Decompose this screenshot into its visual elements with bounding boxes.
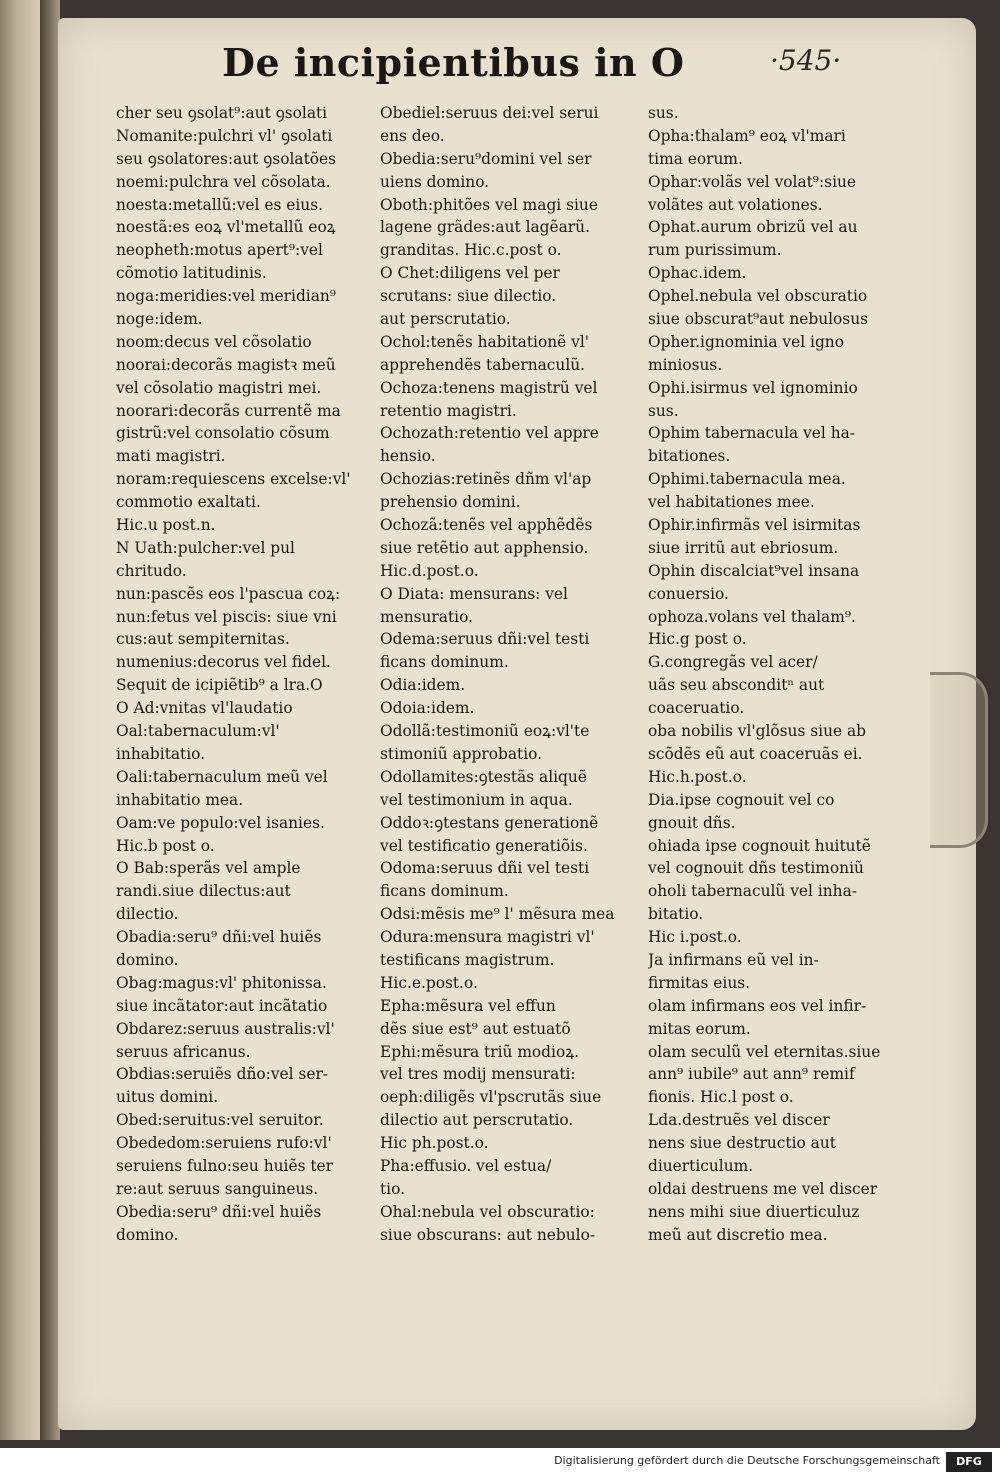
text-line: noorai:decorãs magistꝛ meũ <box>116 355 336 374</box>
text-line: seruiens fulno:seu huiẽs ter <box>116 1156 334 1175</box>
text-line: seu ꝯsolatores:aut ꝯsolatões <box>116 149 337 168</box>
text-line: O Bab:sperãs vel ample <box>116 859 301 878</box>
text-line: gistrũ:vel consolatio cõsum <box>116 424 330 443</box>
text-line: aut perscrutatio. <box>380 310 511 329</box>
text-line: Ohal:nebula vel obscuratio: <box>380 1202 595 1221</box>
text-line: Ophac.idem. <box>648 264 747 283</box>
text-line: neopheth:motus apert⁹:vel <box>116 241 323 260</box>
text-line: Ephi:mẽsura triũ modioꝝ. <box>380 1042 580 1061</box>
text-line: noemi:pulchra vel cõsolata. <box>116 172 331 191</box>
text-line: Odsi:mẽsis me⁹ l' mẽsura mea <box>380 905 615 924</box>
text-line: numenius:decorus vel fidel. <box>116 653 331 672</box>
text-line: Ophar:volãs vel volat⁹:siue <box>648 172 857 191</box>
text-line: Obag:magus:vl' phitonissa. <box>116 973 327 992</box>
text-line: firmitas eius. <box>648 973 751 992</box>
text-line: bitatio. <box>648 905 704 924</box>
text-line: re:aut seruus sanguineus. <box>116 1179 319 1198</box>
text-line: Ophi.isirmus vel ignominio <box>648 378 858 397</box>
text-line: scõdẽs eũ aut coaceruãs ei. <box>648 744 863 763</box>
text-line: meũ aut discretio mea. <box>648 1225 828 1244</box>
text-line: Ochozath:retentio vel appre <box>380 424 599 443</box>
text-line: Odoma:seruus dñi vel testi <box>380 859 590 878</box>
text-line: sus. <box>648 401 679 420</box>
text-line: Ophim tabernacula vel ha- <box>648 424 855 443</box>
text-line: Hic.u post.n. <box>116 516 216 535</box>
text-line: dẽs siue est⁹ aut estuatõ <box>380 1019 571 1038</box>
text-line: vel cõsolatio magistri mei. <box>116 378 322 397</box>
text-line: stimoniũ approbatio. <box>380 744 543 763</box>
text-column-2 <box>380 102 645 1247</box>
footer-credit: Digitalisierung gefördert durch die Deutsche Forschungsgemeinschaft <box>554 1454 940 1467</box>
text-line: vel habitationes mee. <box>648 493 815 512</box>
text-line: noesta:metallũ:vel es eius. <box>116 195 323 214</box>
text-line: Hic.g post o. <box>648 630 747 649</box>
text-line: inhabitatio mea. <box>116 790 244 809</box>
text-line: uitus domini. <box>116 1088 219 1107</box>
text-line: dilectio. <box>116 905 179 924</box>
text-line: Ochol:tenẽs habitationẽ vl' <box>380 332 589 351</box>
text-line: Obed:seruitus:vel seruitor. <box>116 1111 324 1130</box>
text-line: uiens domino. <box>380 172 490 191</box>
text-line: noorari:decorãs currentẽ ma <box>116 401 341 420</box>
text-line: Ochoza:tenens magistrũ vel <box>380 378 598 397</box>
text-line: oba nobilis vl'glõsus siue ab <box>648 722 867 741</box>
text-line: fionis. Hic.l post o. <box>648 1088 794 1107</box>
text-line: Oddoꝛ:ꝯtestans generationẽ <box>380 813 599 832</box>
text-line: dilectio aut perscrutatio. <box>380 1111 574 1130</box>
text-line: cõmotio latitudinis. <box>116 264 267 283</box>
text-line: Sequit de icipiẽtib⁹ a lra.O <box>116 676 323 695</box>
text-line: vel testificatio generatiõis. <box>380 836 588 855</box>
text-line: ens deo. <box>380 126 445 145</box>
text-line: diuerticulum. <box>648 1156 754 1175</box>
text-line: vel testimonium in aqua. <box>380 790 573 809</box>
text-line: ophoza.volans vel thalam⁹. <box>648 607 856 626</box>
text-line: siue incãtator:aut incãtatio <box>116 996 328 1015</box>
text-line: commotio exaltati. <box>116 493 261 512</box>
text-line: Odema:seruus dñi:vel testi <box>380 630 590 649</box>
text-line: Obadia:seru⁹ dñi:vel huiẽs <box>116 928 322 947</box>
text-line: gnouit dñs. <box>648 813 736 832</box>
text-line: G.congregãs vel acer/ <box>648 653 818 672</box>
text-line: olam seculũ vel eternitas.siue <box>648 1042 881 1061</box>
text-line: hensio. <box>380 447 436 466</box>
text-line: ficans dominum. <box>380 882 509 901</box>
text-line: vel tres modij mensurati: <box>380 1065 576 1084</box>
text-line: ohiada ipse cognouit huitutẽ <box>648 836 871 855</box>
text-line: uãs seu absconditⁿ aut <box>648 676 825 695</box>
dfg-logo: DFG <box>946 1452 992 1472</box>
text-line: cher seu ꝯsolat⁹:aut ꝯsolati <box>116 104 328 122</box>
text-line: Epha:mẽsura vel effun <box>380 996 556 1015</box>
text-line: Pha:effusio. vel estua/ <box>380 1156 552 1175</box>
text-line: prehensio domini. <box>380 493 521 512</box>
text-line: Odia:idem. <box>380 676 466 695</box>
text-line: Ophir.infirmãs vel isirmitas <box>648 516 861 535</box>
text-line: Odura:mensura magistri vl' <box>380 928 595 947</box>
text-line: Ja infirmans eũ vel in- <box>648 950 819 969</box>
text-line: mati magistri. <box>116 447 226 466</box>
text-line: Oal:tabernaculum:vl' <box>116 722 280 741</box>
text-line: Obedia:seru⁹ dñi:vel huiẽs <box>116 1202 322 1221</box>
book-gutter <box>40 0 60 1440</box>
text-line: siue retẽtio aut apphensio. <box>380 538 589 557</box>
text-line: Obdias:seruiẽs dño:vel ser- <box>116 1065 328 1084</box>
text-line: noestã:es eoꝝ vl'metallũ eoꝝ <box>116 218 336 237</box>
text-line: retentio magistri. <box>380 401 517 420</box>
text-line: Ophin discalciat⁹vel insana <box>648 561 860 580</box>
text-line: nens siue destructio aut <box>648 1134 836 1153</box>
text-line: oldai destruens me vel discer <box>648 1179 878 1198</box>
page-clip <box>930 672 988 848</box>
text-line: Hic i.post.o. <box>648 928 742 947</box>
text-line: Nomanite:pulchri vl' ꝯsolati <box>116 126 333 145</box>
text-line: Ophel.nebula vel obscuratio <box>648 287 868 306</box>
text-line: oeph:diligẽs vl'pscrutãs siue <box>380 1088 602 1107</box>
text-line: Opha:thalam⁹ eoꝝ vl'mari <box>648 126 846 145</box>
text-line: nun:pascẽs eos l'pascua coꝝ: <box>116 584 341 603</box>
text-line: Hic.d.post.o. <box>380 561 479 580</box>
text-line: domino. <box>116 1225 179 1244</box>
text-line: coaceruatio. <box>648 699 745 718</box>
text-line: Odoia:idem. <box>380 699 475 718</box>
text-line: Obedia:seru⁹domini vel ser <box>380 149 592 168</box>
text-line: Ophimi.tabernacula mea. <box>648 470 846 489</box>
text-line: mensuratio. <box>380 607 473 626</box>
text-line: rum purissimum. <box>648 241 782 260</box>
text-line: sus. <box>648 104 679 122</box>
text-line: cus:aut sempiternitas. <box>116 630 290 649</box>
text-line: Obdarez:seruus australis:vl' <box>116 1019 335 1038</box>
page-heading: De incipientibus in O <box>222 40 685 85</box>
text-line: siue irritũ aut ebriosum. <box>648 538 839 557</box>
text-line: tio. <box>380 1179 405 1198</box>
text-column-3 <box>648 102 918 1247</box>
text-line: Oali:tabernaculum meũ vel <box>116 767 328 786</box>
text-line: ann⁹ iubile⁹ aut ann⁹ remif <box>648 1065 855 1084</box>
text-column-1 <box>116 102 378 1247</box>
text-line: Dia.ipse cognouit vel co <box>648 790 835 809</box>
text-line: nun:fetus vel piscis: siue vni <box>116 607 337 626</box>
text-line: olam infirmans eos vel infir- <box>648 996 867 1015</box>
text-line: granditas. Hic.c.post o. <box>380 241 562 260</box>
text-line: volãtes aut volationes. <box>648 195 823 214</box>
text-line: O Diata: mensurans: vel <box>380 584 568 603</box>
text-line: bitationes. <box>648 447 731 466</box>
text-line: Obededom:seruiens rufo:vl' <box>116 1134 332 1153</box>
facing-page-edge <box>0 0 42 1440</box>
text-line: Odollã:testimoniũ eoꝝ:vl'te <box>380 722 590 741</box>
text-line: vel cognouit dñs testimoniũ <box>648 859 864 878</box>
text-line: noga:meridies:vel meridian⁹ <box>116 287 336 306</box>
text-line: N Uath:pulcher:vel pul <box>116 538 295 557</box>
text-line: conuersio. <box>648 584 729 603</box>
text-line: Hic.b post o. <box>116 836 215 855</box>
text-line: siue obscurans: aut nebulo- <box>380 1225 596 1244</box>
text-line: Lda.destruẽs vel discer <box>648 1111 830 1130</box>
text-line: Oboth:phitões vel magi siue <box>380 195 598 214</box>
text-line: ficans dominum. <box>380 653 509 672</box>
text-line: apprehendẽs tabernaculũ. <box>380 355 586 374</box>
text-line: Ochozias:retinẽs dñm vl'ap <box>380 470 592 489</box>
text-line: noge:idem. <box>116 310 203 329</box>
text-line: testificans magistrum. <box>380 950 555 969</box>
folio-number: ·545· <box>770 44 842 77</box>
text-line: chritudo. <box>116 561 187 580</box>
text-line: Hic.e.post.o. <box>380 973 478 992</box>
text-line: inhabitatio. <box>116 744 206 763</box>
text-line: Hic.h.post.o. <box>648 767 747 786</box>
text-line: tima eorum. <box>648 149 743 168</box>
text-line: Odollamites:ꝯtestãs aliquẽ <box>380 767 587 786</box>
text-line: Oam:ve populo:vel isanies. <box>116 813 325 832</box>
text-line: Ophat.aurum obrizũ vel au <box>648 218 858 237</box>
text-line: miniosus. <box>648 355 723 374</box>
text-line: scrutans: siue dilectio. <box>380 287 557 306</box>
text-line: Opher.ignominia vel igno <box>648 332 844 351</box>
text-line: mitas eorum. <box>648 1019 751 1038</box>
text-line: O Chet:diligens vel per <box>380 264 560 283</box>
text-line: Ochozã:tenẽs vel apphẽdẽs <box>380 516 593 535</box>
text-line: siue obscurat⁹aut nebulosus <box>648 310 869 329</box>
text-line: Hic ph.post.o. <box>380 1134 489 1153</box>
text-line: randi.siue dilectus:aut <box>116 882 291 901</box>
text-line: domino. <box>116 950 179 969</box>
text-line: oholi tabernaculũ vel inha- <box>648 882 857 901</box>
text-line: Obediel:seruus dei:vel serui <box>380 104 599 122</box>
text-line: nens mihi siue diuerticuluz <box>648 1202 860 1221</box>
text-line: noom:decus vel cõsolatio <box>116 332 312 351</box>
text-line: O Ad:vnitas vl'laudatio <box>116 699 293 718</box>
footer-bar <box>0 1448 1000 1477</box>
text-line: seruus africanus. <box>116 1042 251 1061</box>
text-line: lagene grãdes:aut lagẽarũ. <box>380 218 590 237</box>
text-line: noram:requiescens excelse:vl' <box>116 470 351 489</box>
